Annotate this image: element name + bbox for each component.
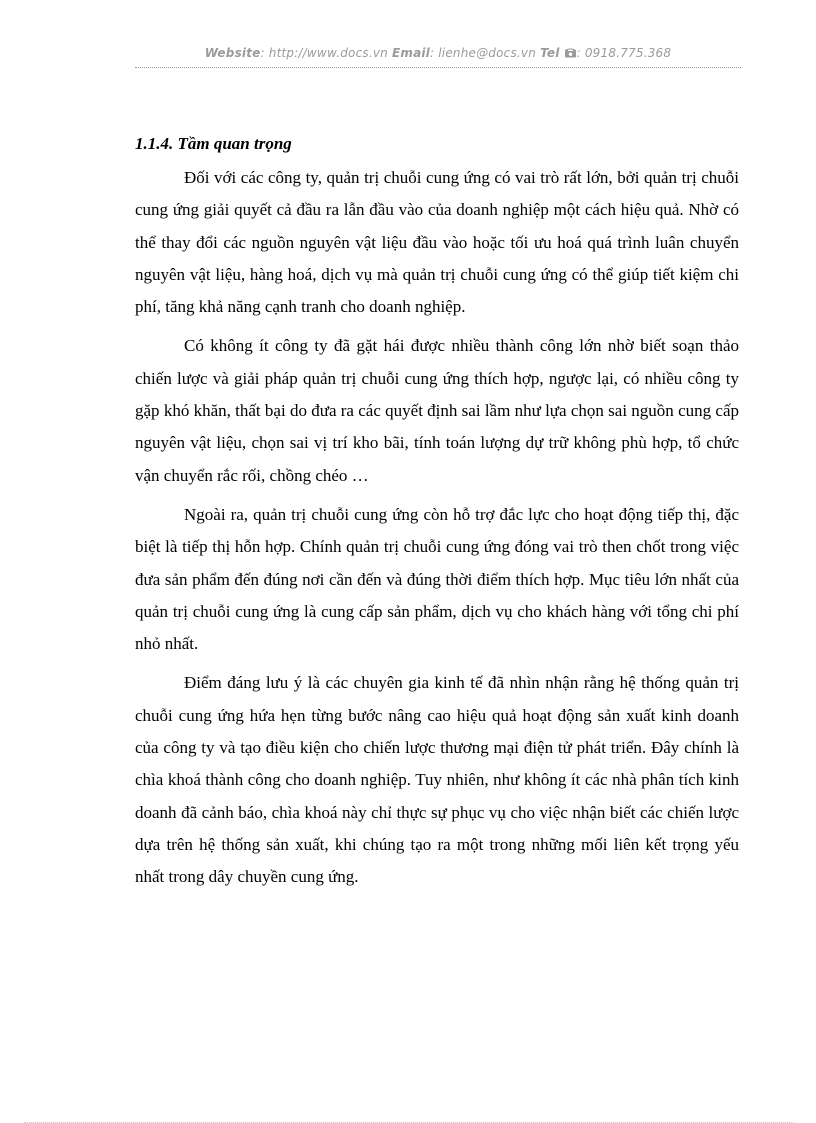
paragraph: Ngoài ra, quản trị chuỗi cung ứng còn hỗ trợ đắc lực cho hoạt động tiếp thị, đặc biệt là tiếp thị hỗn hợp. Chính quản trị chuỗi cung ứng đóng vai trò then chốt trong việc đưa sản phẩm đến đúng nơi cần đến và đúng thời điểm thích hợp. Mục tiêu lớn nhất của quản trị chuỗi cung ứng là cung cấp sản phẩm, dịch vụ cho khách hàng với tổng chi phí nhỏ nhất.	[135, 504, 739, 654]
tel-label: Tel	[540, 46, 560, 60]
website-value: : http://www.docs.vn	[260, 46, 388, 60]
page-header	[135, 46, 741, 60]
email-label: Email	[391, 46, 430, 60]
tel-value: : 0918.775.368	[576, 46, 672, 60]
document-body	[135, 128, 739, 901]
email-value: : lienhe@docs.vn	[430, 46, 537, 60]
paragraph: Có không ít công ty đã gặt hái được nhiều thành công lớn nhờ biết soạn thảo chiến lược và giải pháp quản trị chuỗi cung ứng thích hợp, ngược lại, có nhiều công ty gặp khó khăn, thất bại do đưa ra các quyết định sai lầm như lựa chọn sai nguồn cung cấp nguyên vật liệu, chọn sai vị trí kho bãi, tính toán lượng dự trữ không phù hợp, tổ chức vận chuyển rắc rối, chồng chéo …	[135, 336, 739, 485]
paragraph: Điểm đáng lưu ý là các chuyên gia kinh tế đã nhìn nhận rằng hệ thống quản trị chuỗi cung ứng hứa hẹn từng bước nâng cao hiệu quả hoạt động sản xuất kinh doanh của công ty và tạo điều kiện cho chiến lược thương mại điện tử phát triển. Đây chính là chìa khoá thành công cho doanh nghiệp. Tuy nhiên, như không ít các nhà phân tích kinh doanh đã cảnh báo, chìa khoá này chỉ thực sự phục vụ cho việc nhận biết các chiến lược dựa trên hệ thống sản xuất, khi chúng tạo ra một trong những mối liên kết trọng yếu nhất trong dây chuyền cung ứng.	[135, 673, 739, 887]
phone-icon	[564, 47, 577, 58]
paragraph: Đối với các công ty, quản trị chuỗi cung ứng có vai trò rất lớn, bởi quản trị chuỗi cung ứng giải quyết cả đầu ra lẫn đầu vào của doanh nghiệp một cách hiệu quả. Nhờ có thể thay đổi các nguồn nguyên vật liệu đầu vào hoặc tối ưu hoá quá trình luân chuyển nguyên vật liệu, hàng hoá, dịch vụ mà quản trị chuỗi cung ứng có thể giúp tiết kiệm chi phí, tăng khả năng cạnh tranh cho doanh nghiệp.	[135, 168, 739, 317]
section-heading: 1.1.4. Tầm quan trọng	[135, 134, 292, 153]
website-label: Website	[204, 46, 261, 60]
header-divider	[135, 67, 741, 68]
